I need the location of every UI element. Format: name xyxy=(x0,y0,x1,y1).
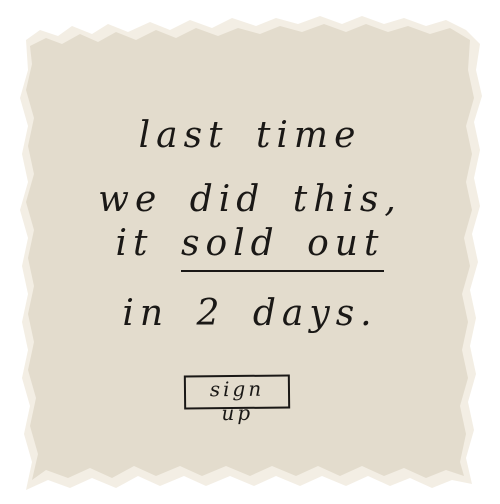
message-line-4: in 2 days. xyxy=(122,293,378,334)
sign-up-button[interactable]: sign up xyxy=(184,374,290,409)
message-line-3-prefix: it xyxy=(115,223,181,264)
message-line-2: we did this, xyxy=(98,179,402,220)
message-line-3 xyxy=(0,223,500,264)
message-line-1: last time xyxy=(138,115,362,156)
sold-out-underlined: sold out xyxy=(181,223,384,272)
